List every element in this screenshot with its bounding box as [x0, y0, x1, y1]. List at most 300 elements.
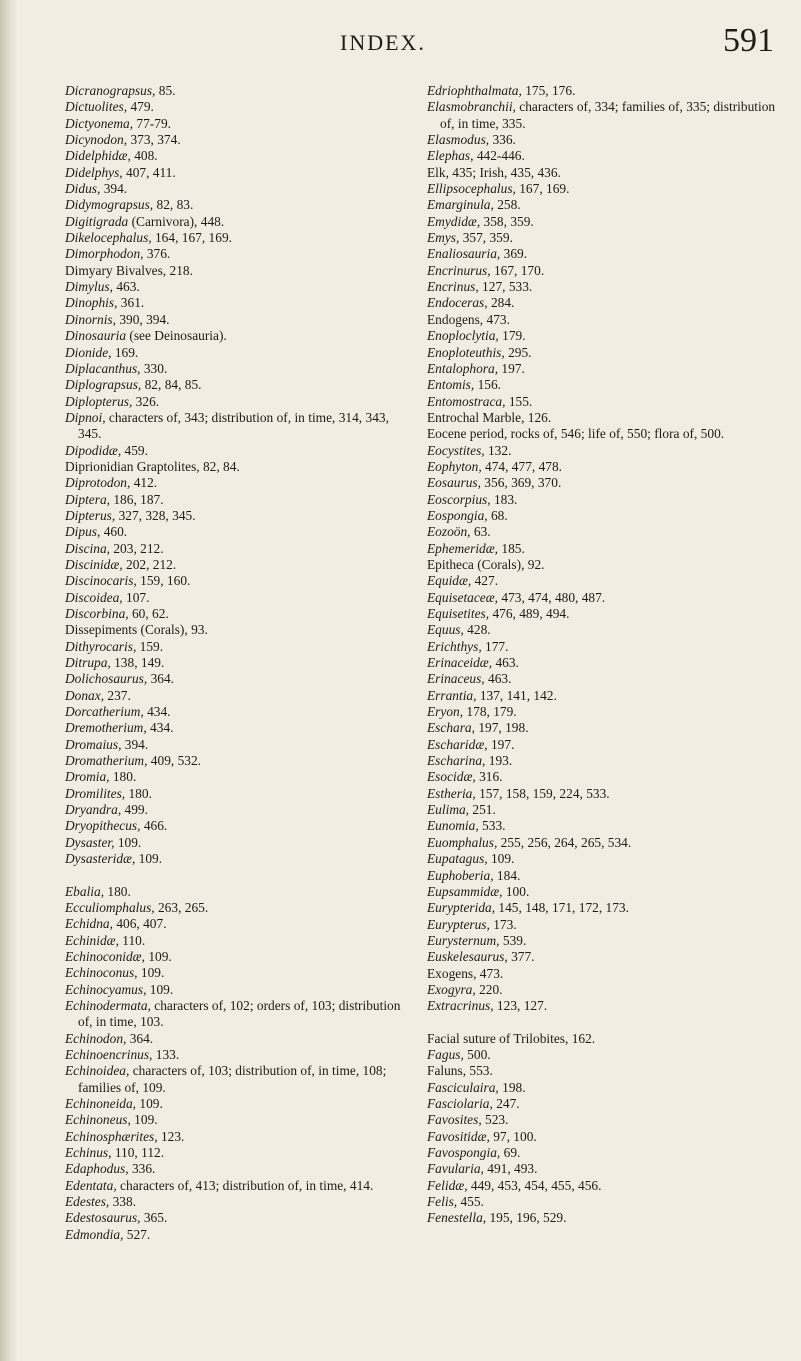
- index-entry: [427, 410, 782, 426]
- index-entry: [427, 132, 782, 148]
- index-entry: [427, 868, 782, 884]
- index-entry: [427, 1129, 782, 1145]
- index-references: 133.: [152, 1046, 180, 1062]
- index-term: Errantia,: [427, 687, 477, 703]
- index-references: 479.: [127, 99, 154, 115]
- index-references: 220.: [475, 981, 503, 997]
- index-term: Eulima,: [427, 802, 470, 818]
- index-term: Digitigrada: [65, 213, 129, 229]
- index-references: 357, 359.: [459, 230, 513, 246]
- index-entry: [427, 933, 782, 949]
- index-term: Dimylus,: [65, 279, 113, 295]
- index-entry: [65, 361, 410, 377]
- index-entry: [65, 1178, 410, 1194]
- index-term: Didelphys,: [65, 164, 123, 180]
- index-term: Fasciolaria,: [427, 1095, 493, 1111]
- index-entry: [427, 492, 782, 508]
- index-entry: [65, 132, 410, 148]
- index-references: 476, 489, 494.: [489, 606, 570, 621]
- index-term: Dromatherium,: [65, 753, 148, 769]
- index-term: Eospongia,: [427, 507, 488, 523]
- index-entry: [427, 786, 782, 802]
- index-entry: [427, 769, 782, 785]
- index-term: Eocene period, rocks of, 546; life of, 550; flora of, 500.: [427, 426, 725, 442]
- index-references: 406, 407.: [112, 916, 167, 932]
- index-references: 123.: [157, 1128, 185, 1144]
- index-references: 258.: [493, 197, 521, 213]
- index-term: Emys,: [427, 230, 460, 246]
- index-references: 330.: [140, 360, 168, 376]
- index-term: Dromia,: [65, 769, 110, 785]
- index-term: Diprotodon,: [65, 475, 131, 491]
- index-term: Entrochal Marble, 126.: [427, 409, 552, 425]
- index-references: 500.: [463, 1046, 491, 1062]
- index-entry: [65, 655, 410, 671]
- index-references: (Carnivora), 448.: [128, 213, 225, 229]
- index-references: 179.: [498, 328, 526, 344]
- index-references: 180.: [104, 883, 131, 899]
- index-entry: [427, 998, 782, 1014]
- index-entry: [65, 165, 410, 181]
- index-term: Edaphodus,: [65, 1161, 129, 1177]
- index-references: 491, 493.: [483, 1161, 538, 1177]
- index-entry: [65, 148, 410, 164]
- index-entry: [65, 1129, 410, 1145]
- index-references: 284.: [487, 295, 515, 311]
- index-term: Ebalia,: [65, 883, 105, 899]
- index-entry: [65, 279, 410, 295]
- index-references: 316.: [475, 769, 503, 785]
- index-term: Encrinus,: [427, 279, 479, 295]
- index-entry: [427, 1063, 782, 1079]
- index-entry: [427, 524, 782, 540]
- index-references: 251.: [469, 802, 496, 818]
- index-term: Edriophthalmata,: [427, 83, 522, 98]
- index-references: 539.: [499, 932, 527, 948]
- index-term: Escharina,: [427, 753, 486, 769]
- index-term: Enoploclytia,: [427, 328, 499, 344]
- index-references: 523.: [481, 1112, 509, 1128]
- index-references: 109.: [146, 981, 174, 997]
- index-term: Enaliosauria,: [427, 246, 501, 262]
- index-entry: [427, 720, 782, 736]
- index-references: (see Deinosauria).: [126, 328, 227, 344]
- index-references: 364.: [147, 671, 174, 687]
- index-references: 157, 158, 159, 224, 533.: [475, 785, 610, 801]
- index-references: characters of, 413; distribution of, in time, 414.: [116, 1177, 374, 1193]
- index-term: Donax,: [65, 687, 105, 703]
- index-references: 110.: [118, 932, 146, 948]
- index-references: 180.: [109, 769, 137, 785]
- index-term: Endoceras,: [427, 295, 488, 311]
- index-references: 203, 212.: [110, 540, 164, 556]
- index-references: 474, 477, 478.: [481, 458, 563, 474]
- index-references: 109.: [137, 965, 165, 981]
- index-entry: [65, 1112, 410, 1128]
- index-references: 109.: [135, 851, 163, 867]
- index-references: 442-446.: [473, 148, 525, 164]
- index-references: 338.: [109, 1194, 137, 1210]
- index-references: 110, 112.: [111, 1145, 165, 1160]
- index-references: 97, 100.: [489, 1128, 537, 1144]
- index-references: 77-79.: [133, 115, 171, 131]
- index-references: 427.: [471, 573, 499, 589]
- index-term: Entalophora,: [427, 360, 499, 376]
- index-term: Diplograpsus,: [65, 377, 142, 393]
- index-term: Diplacanthus,: [65, 360, 141, 376]
- index-references: 376.: [143, 246, 171, 262]
- index-entry: [427, 1080, 782, 1096]
- index-entry: [427, 573, 782, 589]
- index-term: Dinornis,: [65, 311, 116, 327]
- index-references: 365.: [140, 1210, 168, 1226]
- index-term: Elasmodus,: [427, 132, 490, 148]
- index-references: 145, 148, 171, 172, 173.: [495, 900, 629, 916]
- index-references: 107.: [122, 589, 150, 605]
- index-entry: [65, 573, 410, 589]
- index-entry: [427, 639, 782, 655]
- index-term: Emarginula,: [427, 197, 494, 213]
- index-term: Entomis,: [427, 377, 475, 393]
- index-entry: [427, 475, 782, 491]
- index-entry: [65, 295, 410, 311]
- index-entry: [65, 377, 410, 393]
- index-entry: [427, 99, 782, 132]
- index-term: Discinocaris,: [65, 573, 137, 589]
- index-references: 255, 256, 264, 265, 534.: [497, 834, 632, 850]
- index-entry: [427, 394, 782, 410]
- index-term: Faluns, 553.: [427, 1063, 493, 1079]
- index-term: Favospongia,: [427, 1145, 501, 1160]
- index-entry: [427, 1096, 782, 1112]
- index-term: Facial suture of Trilobites, 162.: [427, 1030, 596, 1046]
- index-references: 409, 532.: [147, 753, 202, 769]
- index-entry: [427, 312, 782, 328]
- index-entry: [65, 704, 410, 720]
- index-term: Dolichosaurus,: [65, 671, 148, 687]
- index-references: 463.: [492, 655, 519, 671]
- index-references: 434.: [146, 720, 174, 736]
- index-entry: [65, 671, 410, 687]
- index-term: Dinosauria: [65, 328, 127, 344]
- index-entry: [427, 802, 782, 818]
- index-entry: [65, 851, 410, 867]
- index-references: 533.: [478, 818, 506, 834]
- index-references: 247.: [492, 1095, 520, 1111]
- index-term: Eosaurus,: [427, 475, 481, 491]
- index-entry: [427, 884, 782, 900]
- index-entry: [427, 1178, 782, 1194]
- index-term: Euphoberia,: [427, 867, 494, 883]
- index-entry: [427, 165, 782, 181]
- index-entry: [65, 197, 410, 213]
- index-entry: [65, 443, 410, 459]
- index-term: Discorbina,: [65, 606, 129, 621]
- index-term: Extracrinus,: [427, 998, 494, 1014]
- index-references: 407, 411.: [122, 164, 176, 180]
- index-entry: [427, 606, 782, 622]
- index-term: Didelphidæ,: [65, 148, 131, 164]
- index-references: 455.: [457, 1194, 484, 1210]
- index-references: 169.: [111, 344, 139, 360]
- index-term: Dionide,: [65, 344, 112, 360]
- index-references: characters of, 334; families of, 335; distribution of, in time, 335.: [440, 99, 776, 131]
- index-entry: [65, 459, 410, 475]
- index-entry: [65, 884, 410, 900]
- index-entry: [427, 818, 782, 834]
- index-references: 173.: [489, 916, 517, 932]
- index-entry: [65, 639, 410, 655]
- index-term: Echinoencrinus,: [65, 1046, 153, 1062]
- index-references: 326.: [132, 393, 160, 409]
- index-term: Dissepiments (Corals), 93.: [65, 622, 208, 638]
- index-entry: [427, 688, 782, 704]
- index-references: 364.: [126, 1030, 154, 1046]
- index-term: Dimyary Bivalves, 218.: [65, 262, 193, 278]
- index-entry: [65, 557, 410, 573]
- index-term: Edestes,: [65, 1194, 110, 1210]
- index-references: 459.: [121, 442, 148, 458]
- index-entry: [65, 1161, 410, 1177]
- index-references: 132.: [484, 442, 512, 458]
- index-term: Fenestella,: [427, 1210, 487, 1226]
- index-references: 159.: [136, 638, 164, 654]
- index-references: 198.: [498, 1079, 526, 1095]
- index-term: Eurypterida,: [427, 900, 496, 916]
- index-references: 109.: [487, 851, 515, 867]
- index-references: characters of, 343; distribution of, in time, 314, 343, 345.: [78, 409, 389, 442]
- index-entry: [427, 443, 782, 459]
- index-entry: [65, 1047, 410, 1063]
- index-entry: [65, 263, 410, 279]
- index-entry: [427, 737, 782, 753]
- index-term: Enoploteuthis,: [427, 344, 505, 360]
- index-term: Dipus,: [65, 524, 101, 540]
- index-entry: [65, 508, 410, 524]
- index-entry: [65, 720, 410, 736]
- index-references: 63.: [470, 524, 491, 540]
- index-references: 195, 196, 529.: [486, 1210, 567, 1226]
- index-entry: [427, 671, 782, 687]
- index-entry: [65, 214, 410, 230]
- index-term: Elephas,: [427, 148, 474, 164]
- index-references: 167, 170.: [490, 262, 545, 278]
- index-term: Dysaster,: [65, 834, 115, 850]
- index-term: Dryopithecus,: [65, 818, 141, 834]
- index-term: Ecculiomphalus,: [65, 899, 155, 915]
- index-references: 69.: [500, 1145, 521, 1160]
- index-references: 434.: [143, 704, 171, 720]
- index-term: Discina,: [65, 540, 111, 556]
- page-binding-edge: [0, 0, 18, 1361]
- index-references: 68.: [487, 507, 508, 523]
- index-references: 394.: [100, 181, 128, 197]
- index-references: 193.: [485, 753, 513, 769]
- index-term: Didymograpsus,: [65, 197, 154, 213]
- index-entry: [427, 345, 782, 361]
- index-term: Equus,: [427, 622, 464, 638]
- index-term: Dikelocephalus,: [65, 230, 152, 246]
- index-references: 237.: [104, 687, 131, 703]
- index-term: Echinoneida,: [65, 1095, 137, 1111]
- index-references: 336.: [128, 1161, 156, 1177]
- index-entry: [427, 655, 782, 671]
- page-title: INDEX.: [340, 30, 426, 55]
- index-references: 178, 179.: [463, 704, 517, 720]
- index-term: Dromilites,: [65, 785, 126, 801]
- index-entry: [427, 263, 782, 279]
- index-references: 109.: [144, 948, 172, 964]
- index-term: Dinophis,: [65, 295, 118, 311]
- index-references: characters of, 102; orders of, 103; distribution of, in time, 103.: [78, 997, 401, 1030]
- index-references: 184.: [493, 867, 521, 883]
- index-entry: [65, 590, 410, 606]
- index-term: Estheria,: [427, 785, 476, 801]
- index-entry: [65, 933, 410, 949]
- index-term: Diplopterus,: [65, 393, 133, 409]
- index-entry: [65, 737, 410, 753]
- index-term: Entomostraca,: [427, 393, 506, 409]
- index-references: 460.: [100, 524, 128, 540]
- index-term: Fagus,: [427, 1046, 464, 1062]
- index-entry: [65, 1031, 410, 1047]
- index-term: Escharidæ,: [427, 736, 488, 752]
- index-entry: [65, 230, 410, 246]
- index-references: 127, 533.: [478, 279, 533, 295]
- index-term: Discinidæ,: [65, 556, 123, 572]
- index-references: 197.: [498, 360, 525, 376]
- index-term: Dorcatherium,: [65, 704, 144, 720]
- index-references: 463.: [484, 671, 512, 687]
- index-term: Echinus,: [65, 1145, 112, 1160]
- index-references: 499.: [121, 802, 148, 818]
- index-references: 123, 127.: [493, 998, 548, 1014]
- index-term: Felidæ,: [427, 1177, 468, 1193]
- index-entry: [427, 1112, 782, 1128]
- index-term: Equidæ,: [427, 573, 472, 589]
- index-term: Dipterus,: [65, 507, 116, 523]
- index-term: Dremotherium,: [65, 720, 147, 736]
- index-entry: [65, 345, 410, 361]
- index-term: Dryandra,: [65, 802, 122, 818]
- index-term: Erichthys,: [427, 638, 482, 654]
- index-entry: [427, 982, 782, 998]
- index-references: 377.: [507, 949, 535, 965]
- index-term: Echinoneus,: [65, 1112, 131, 1128]
- index-references: 180.: [125, 785, 152, 801]
- index-entry: [427, 851, 782, 867]
- index-term: Elk, 435; Irish, 435, 436.: [427, 164, 561, 180]
- index-entry: [427, 181, 782, 197]
- index-term: Elasmobranchii,: [427, 99, 516, 115]
- index-term: Echinocyamus,: [65, 981, 147, 997]
- index-entry: [427, 1047, 782, 1063]
- index-term: Echinodon,: [65, 1030, 127, 1046]
- index-term: Echinidæ,: [65, 932, 119, 948]
- index-entry: [65, 802, 410, 818]
- index-entry: [427, 1194, 782, 1210]
- index-references: 186, 187.: [110, 491, 164, 507]
- index-term: Eryon,: [427, 704, 464, 720]
- index-entry: [427, 541, 782, 557]
- index-term: Eozoön,: [427, 524, 471, 540]
- index-term: Dipodidæ,: [65, 442, 122, 458]
- index-entry: [65, 83, 410, 99]
- index-term: Esocidæ,: [427, 769, 476, 785]
- index-entry: [65, 1145, 410, 1161]
- index-references: 109.: [130, 1112, 158, 1128]
- index-entry: [65, 1096, 410, 1112]
- index-references: 197, 198.: [474, 720, 529, 736]
- index-entry: [65, 1063, 410, 1096]
- index-term: Dromaius,: [65, 736, 122, 752]
- index-entry: [65, 900, 410, 916]
- index-entry: [65, 541, 410, 557]
- index-entry: [65, 492, 410, 508]
- index-references: 369.: [500, 246, 528, 262]
- index-references: 100.: [502, 883, 530, 899]
- index-entry: [427, 426, 782, 442]
- index-references: 463.: [112, 279, 140, 295]
- index-references: 167, 169.: [515, 181, 570, 197]
- index-term: Equisetites,: [427, 606, 490, 621]
- index-references: 197.: [487, 736, 515, 752]
- index-entry: [427, 459, 782, 475]
- index-term: Didus,: [65, 181, 101, 197]
- index-entry: [427, 377, 782, 393]
- index-references: 60, 62.: [128, 606, 169, 621]
- index-references: 185.: [498, 540, 525, 556]
- index-term: Diprionidian Graptolites, 82, 84.: [65, 458, 240, 474]
- index-term: Epitheca (Corals), 92.: [427, 556, 545, 572]
- index-entry: [65, 1194, 410, 1210]
- index-term: Ellipsocephalus,: [427, 181, 516, 197]
- index-references: 373, 374.: [127, 132, 181, 148]
- index-term: Erinaceidæ,: [427, 655, 493, 671]
- index-entry: [427, 704, 782, 720]
- index-term: Equisetaceæ,: [427, 589, 499, 605]
- index-references: 356, 369, 370.: [480, 475, 562, 491]
- index-entry: [427, 835, 782, 851]
- index-entry: [65, 622, 410, 638]
- index-entry: [65, 475, 410, 491]
- index-entry: [427, 917, 782, 933]
- index-term: Dicranograpsus,: [65, 83, 156, 98]
- index-term: Echinosphærites,: [65, 1128, 158, 1144]
- index-references: 295.: [504, 344, 532, 360]
- index-references: characters of, 103; distribution of, in time, 108; families of, 109.: [78, 1063, 387, 1095]
- index-entry: [65, 753, 410, 769]
- index-entry: [427, 279, 782, 295]
- index-term: Eupatagus,: [427, 851, 488, 867]
- index-references: 394.: [121, 736, 149, 752]
- index-entry: [65, 246, 410, 262]
- index-entry: [427, 246, 782, 262]
- index-entry: [65, 116, 410, 132]
- index-entry: [427, 361, 782, 377]
- index-entry: [427, 1161, 782, 1177]
- index-term: Eophyton,: [427, 458, 482, 474]
- index-entry: [65, 410, 410, 443]
- index-term: Ditrupa,: [65, 655, 111, 671]
- index-term: Euskelesaurus,: [427, 949, 508, 965]
- index-references: 390, 394.: [115, 311, 170, 327]
- index-term: Dysasteridæ,: [65, 851, 136, 867]
- index-term: Eocystites,: [427, 442, 485, 458]
- index-entry: [427, 1145, 782, 1161]
- index-references: 336.: [489, 132, 516, 148]
- index-references: 473, 474, 480, 487.: [498, 589, 606, 605]
